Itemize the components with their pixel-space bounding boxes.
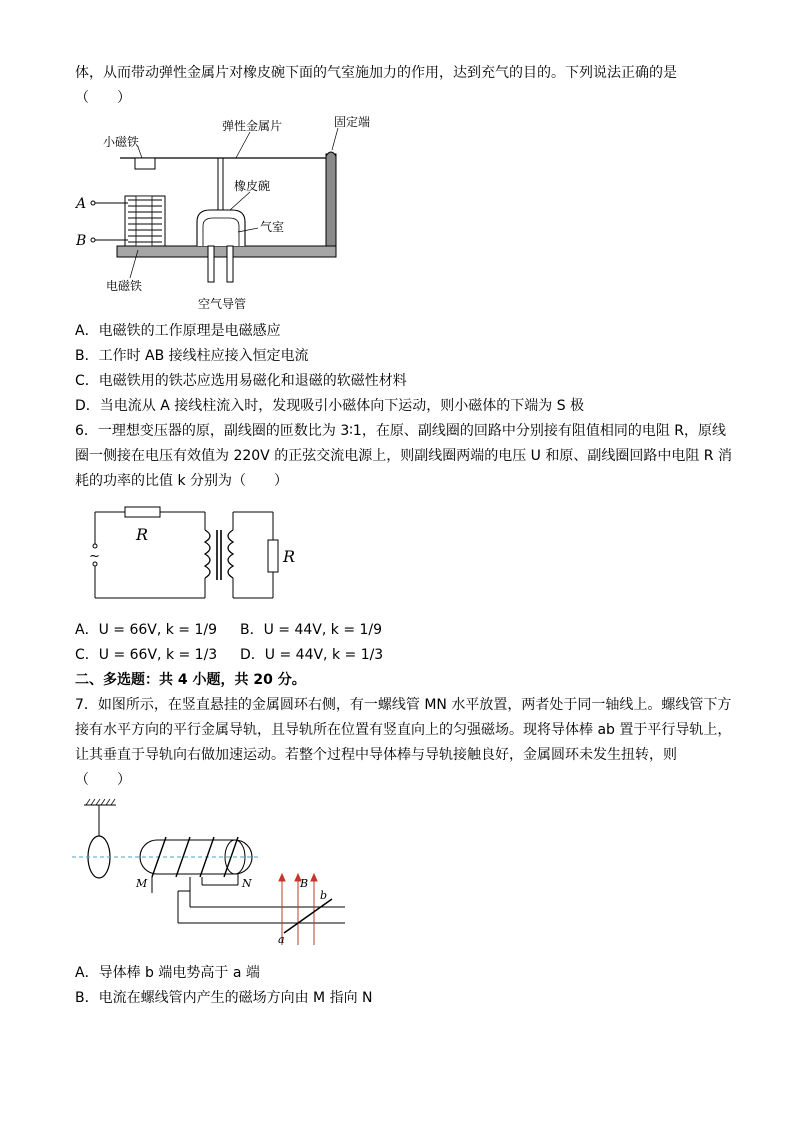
label-r-primary: R	[136, 525, 149, 544]
source-terminal-top	[93, 544, 97, 548]
ac-source-symbol: ~	[89, 549, 100, 564]
q6-option-a: A．U = 66V, k = 1/9	[75, 622, 218, 638]
secondary-coil	[228, 530, 233, 578]
label-b-field: B	[300, 877, 309, 890]
resistor-primary	[125, 507, 160, 517]
air-tube-right	[227, 246, 233, 282]
q6-figure-transformer-circuit	[85, 500, 315, 605]
q5-option-d: D．当电流从 A 接线柱流入时，发现吸引小磁体向下运动，则小磁体的下端为 S 极	[75, 398, 585, 414]
rubber-bowl	[197, 210, 245, 246]
air-tube-left	[208, 246, 214, 282]
q5-option-a: A．电磁铁的工作原理是电磁感应	[75, 323, 281, 339]
q6-line3: 耗的功率的比值 k 分别为（ ）	[75, 473, 289, 489]
magnetic-field-arrows	[279, 874, 317, 945]
q6-line2: 圈一侧接在电压有效值为 220V 的正弦交流电源上，则副线圈两端的电压 U 和原、副线圈回路中电阻 R 消	[75, 448, 732, 464]
q7-option-a: A．导体棒 b 端电势高于 a 端	[75, 965, 260, 981]
label-terminal-a: A	[76, 196, 87, 212]
q5-intro-line1: 体，从而带动弹性金属片对橡皮碗下面的气室施加力的作用，达到充气的目的。下列说法正确的是	[75, 65, 677, 81]
primary-coil	[205, 530, 210, 578]
q6-option-c: C．U = 66V, k = 1/3	[75, 647, 218, 663]
section2-title: 二、多选题：共 4 小题，共 20 分。	[75, 672, 306, 688]
q7-line1: 7．如图所示，在竖直悬挂的金属圆环右侧，有一螺线管 MN 水平放置，两者处于同一轴线上。螺线管下方	[75, 697, 732, 713]
label-small-magnet: 小磁铁	[103, 135, 140, 149]
q7-line2: 接有水平方向的平行金属导轨，且导轨所在位置有竖直向上的匀强磁场。现将导体棒 ab 置于平行导轨上，	[75, 722, 732, 738]
fixed-end-post	[326, 154, 336, 246]
q5-intro-line2: （ ）	[75, 90, 131, 106]
label-terminal-b: B	[76, 233, 87, 249]
resistor-secondary	[268, 540, 278, 572]
metal-ring	[88, 836, 110, 878]
label-m: M	[136, 877, 148, 890]
q6-option-b: B．U = 44V, k = 1/9	[240, 622, 383, 638]
q5-figure-electromagnet-pump	[70, 110, 390, 315]
label-n: N	[242, 877, 252, 890]
q7-line4: （ ）	[75, 772, 131, 788]
q5-option-b: B．工作时 AB 接线柱应接入恒定电流	[75, 348, 309, 364]
label-electromagnet: 电磁铁	[106, 279, 143, 293]
label-r-secondary: R	[283, 547, 296, 566]
label-elastic-strip: 弹性金属片	[222, 119, 283, 133]
label-rubber-bowl: 橡皮碗	[234, 179, 271, 193]
q7-line3: 让其垂直于导轨向右做加速运动。若整个过程中导体棒与导轨接触良好，金属圆环未发生扭转，则	[75, 747, 677, 763]
label-rod-b: b	[320, 889, 328, 902]
label-rod-a: a	[278, 933, 285, 946]
label-air-tube: 空气导管	[198, 297, 247, 311]
q7-figure-ring-solenoid-rails	[70, 795, 360, 955]
small-magnet	[135, 158, 155, 169]
conductor-rod	[284, 899, 332, 933]
q7-option-b: B．电流在螺线管内产生的磁场方向由 M 指向 N	[75, 990, 373, 1006]
q5-option-c: C．电磁铁用的铁芯应选用易磁化和退磁的软磁性材料	[75, 373, 407, 389]
label-fixed-end: 固定端	[334, 115, 371, 129]
q6-option-d: D．U = 44V, k = 1/3	[240, 647, 384, 663]
q6-line1: 6．一理想变压器的原，副线圈的匝数比为 3∶1，在原、副线圈的回路中分别接有阻值相同的电阻 R，原线	[75, 423, 726, 439]
label-air-chamber: 气室	[260, 220, 285, 234]
